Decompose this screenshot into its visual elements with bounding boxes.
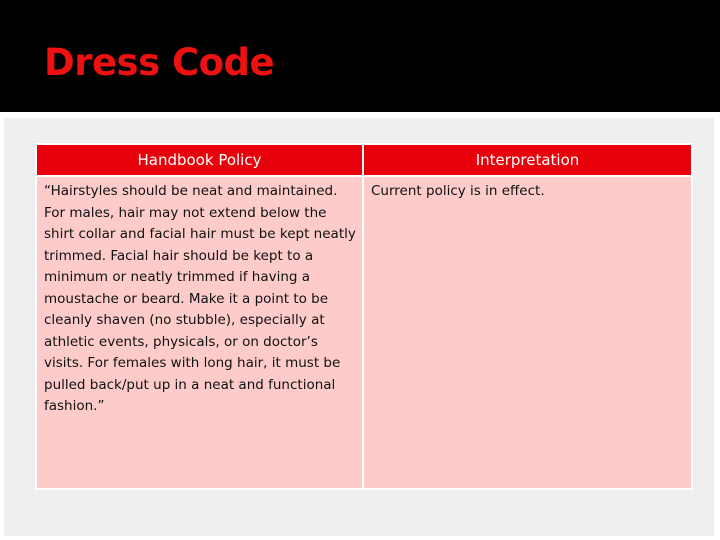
table-row [36, 176, 692, 489]
interpretation-cell: Current policy is in effect. [363, 176, 692, 489]
slide-title: Dress Code [44, 41, 275, 84]
table-header-row [36, 144, 692, 176]
header-interpretation: Interpretation [363, 144, 692, 176]
title-bar [0, 0, 720, 112]
policy-table [35, 143, 693, 490]
policy-cell: “Hairstyles should be neat and maintained. For males, hair may not extend below the shirt collar and facial hair must be kept neatly trimmed. Facial hair should be kept to a minimum or neatly trimmed if having a moustache or beard. Make it a point to be cleanly shaven (no stubble), especially at athletic events, physicals, or on doctor’s visits. For females with long hair, it must be pulled back/put up in a neat and functional fashion.” [36, 176, 363, 489]
header-handbook-policy: Handbook Policy [36, 144, 363, 176]
